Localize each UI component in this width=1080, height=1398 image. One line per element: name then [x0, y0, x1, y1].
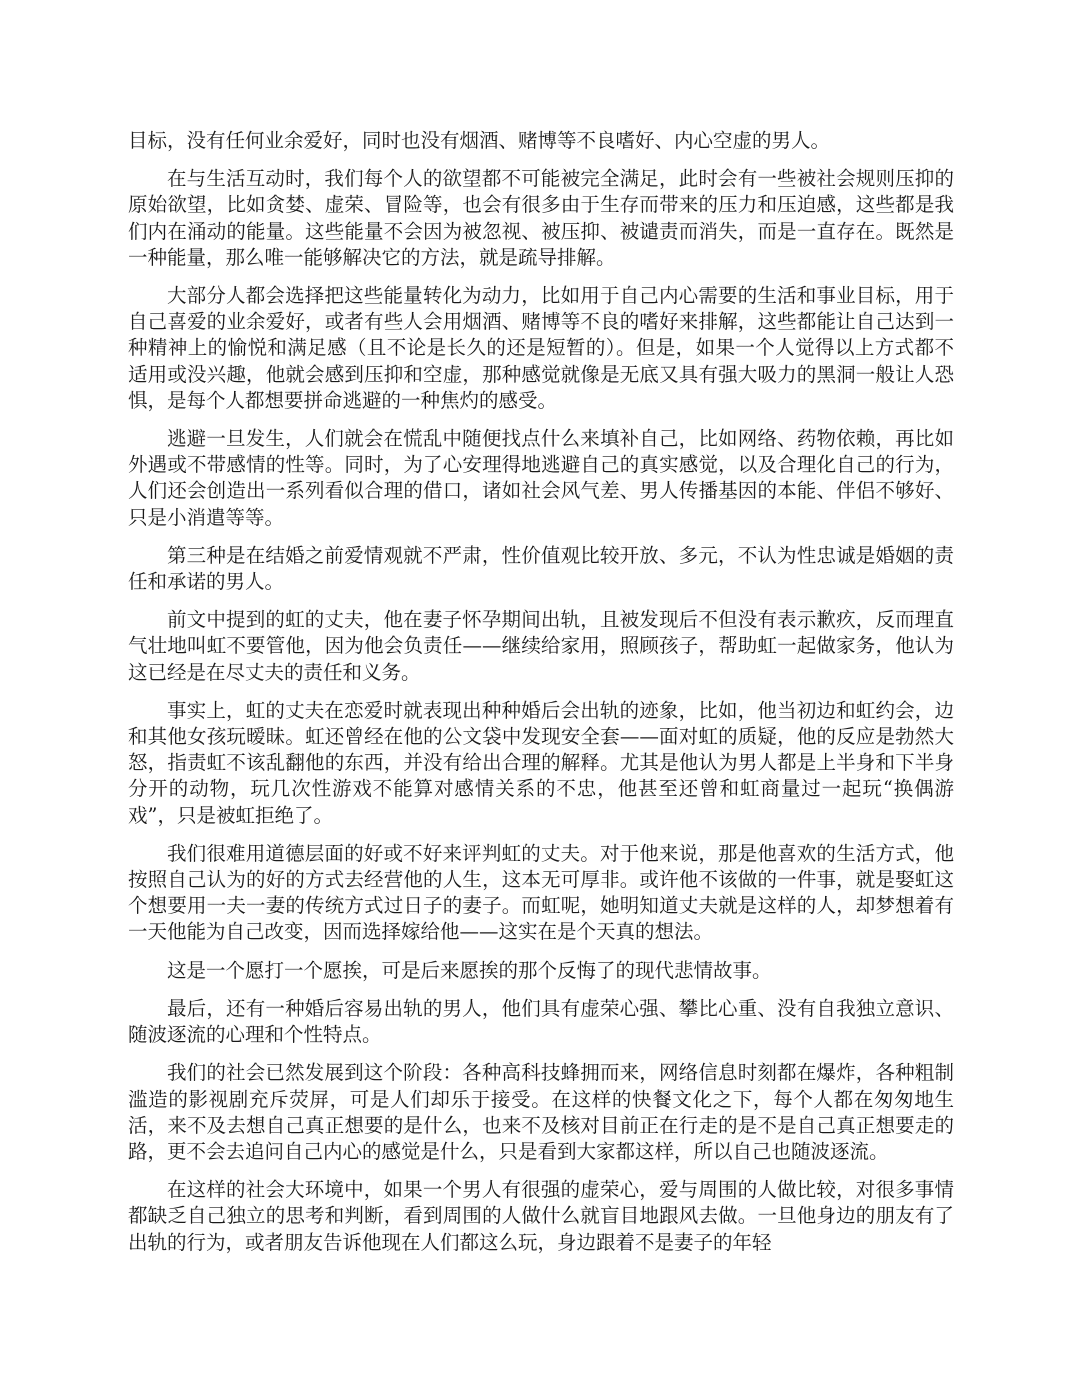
paragraph-4: 逃避一旦发生，人们就会在慌乱中随便找点什么来填补自己，比如网络、药物依赖，再比如外遇或不带感情的性等。同时，为了心安理得地逃避自己的真实感觉，以及合理化自己的行为，人们还会创造出一系列看似合理的借口，诸如社会风气差、男人传播基因的本能、伴侣不够好、只是小消遣等等。: [128, 427, 954, 529]
paragraph-1: 目标，没有任何业余爱好，同时也没有烟酒、赌博等不良嗜好、内心空虚的男人。: [128, 129, 831, 152]
paragraph-11: 我们的社会已然发展到这个阶段：各种高科技蜂拥而来，网络信息时刻都在爆炸，各种粗制滥造的影视剧充斥荧屏，可是人们却乐于接受。在这样的快餐文化之下，每个人都在匆匆地生活，来不及去想自己真正想要的是什么，也来不及核对目前正在行走的是不是自己真正想要走的路，更不会去追问自己内心的感觉是什么，只是看到大家都这样，所以自己也随波逐流。: [128, 1061, 954, 1163]
paragraph-10: 最后，还有一种婚后容易出轨的男人，他们具有虚荣心强、攀比心重、没有自我独立意识、随波逐流的心理和个性特点。: [128, 996, 954, 1047]
paragraph-6: 前文中提到的虹的丈夫，他在妻子怀孕期间出轨，且被发现后不但没有表示歉疚，反而理直气壮地叫虹不要管他，因为他会负责任——继续给家用，照顾孩子，帮助虹一起做家务，他认为这已经是在尽丈夫的责任和义务。: [128, 608, 954, 684]
paragraph-12: 在这样的社会大环境中，如果一个男人有很强的虚荣心，爱与周围的人做比较，对很多事情都缺乏自己独立的思考和判断，看到周围的人做什么就盲目地跟风去做。一旦他身边的朋友有了出轨的行为，或者朋友告诉他现在人们都这么玩，身边跟着不是妻子的年轻: [128, 1178, 954, 1254]
paragraph-5: 第三种是在结婚之前爱情观就不严肃，性价值观比较开放、多元，不认为性忠诚是婚姻的责任和承诺的男人。: [128, 543, 954, 594]
paragraph-9: 这是一个愿打一个愿挨，可是后来愿挨的那个反悔了的现代悲情故事。: [167, 958, 772, 982]
paragraph-3: 大部分人都会选择把这些能量转化为动力，比如用于自己内心需要的生活和事业目标，用于自己喜爱的业余爱好，或者有些人会用烟酒、赌博等不良的嗜好来排解，这些都能让自己达到一种精神上的愉悦和满足感（且不论是长久的还是短暂的）。但是，如果一个人觉得以上方式都不适用或没兴趣，他就会感到压抑和空虚，那种感觉就像是无底又具有强大吸力的黑洞一般让人恐惧，是每个人都想要拼命逃避的一种焦灼的感受。: [128, 284, 954, 412]
paragraph-2: 在与生活互动时，我们每个人的欲望都不可能被完全满足，此时会有一些被社会规则压抑的原始欲望，比如贪婪、虚荣、冒险等，也会有很多由于生存而带来的压力和压迫感，这些都是我们内在涌动的能量。这些能量不会因为被忽视、被压抑、被谴责而消失，而是一直存在。既然是一种能量，那么唯一能够解决它的方法，就是疏导排解。: [128, 167, 954, 269]
paragraph-8: 我们很难用道德层面的好或不好来评判虹的丈夫。对于他来说，那是他喜欢的生活方式，他按照自己认为的好的方式去经营他的人生，这本无可厚非。或许他不该做的一件事，就是娶虹这个想要用一夫一妻的传统方式过日子的妻子。而虹呢，她明知道丈夫就是这样的人，却梦想着有一天他能为自己改变，因而选择嫁给他——这实在是个天真的想法。: [128, 841, 954, 944]
paragraph-7: 事实上，虹的丈夫在恋爱时就表现出种种婚后会出轨的迹象，比如，他当初边和虹约会，边和其他女孩玩暧昧。虹还曾经在他的公文袋中发现安全套——面对虹的质疑，他的反应是勃然大怒，指责虹不该乱翻他的东西，并没有给出合理的解释。尤其是他认为男人都是上半身和下半身分开的动物，玩几次性游戏不能算对感情关系的不忠，他甚至还曾和虹商量过一起玩“换偶游戏”，只是被虹拒绝了。: [128, 698, 954, 827]
